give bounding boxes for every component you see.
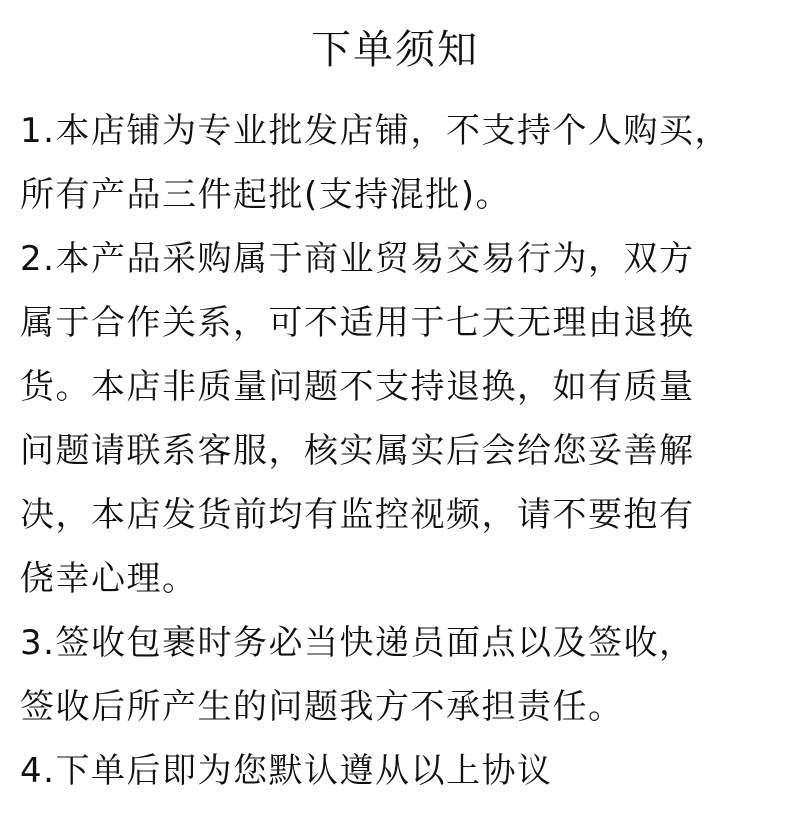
page-title: 下单须知 [311, 27, 479, 73]
notice-line: 签收后所产生的问题我方不承担责任。 [20, 687, 624, 727]
notice-line: 1.本店铺为专业批发店铺，不支持个人购买， [20, 111, 730, 151]
notice-line: 4.下单后即为您默认遵从以上协议 [20, 751, 553, 791]
notice-line: 所有产品三件起批(支持混批)。 [20, 175, 512, 215]
notice-line: 问题请联系客服，核实属实后会给您妥善解 [20, 431, 695, 471]
notice-line: 3.签收包裹时务必当快递员面点以及签收， [20, 623, 695, 663]
notice-line: 属于合作关系，可不适用于七天无理由退换 [20, 303, 695, 343]
notice-line: 决，本店发货前均有监控视频，请不要抱有 [20, 495, 695, 535]
notice-line: 货。本店非质量问题不支持退换，如有质量 [20, 367, 695, 407]
notice-line: 侥幸心理。 [20, 559, 198, 599]
notice-line: 2.本产品采购属于商业贸易交易行为，双方 [20, 239, 695, 279]
